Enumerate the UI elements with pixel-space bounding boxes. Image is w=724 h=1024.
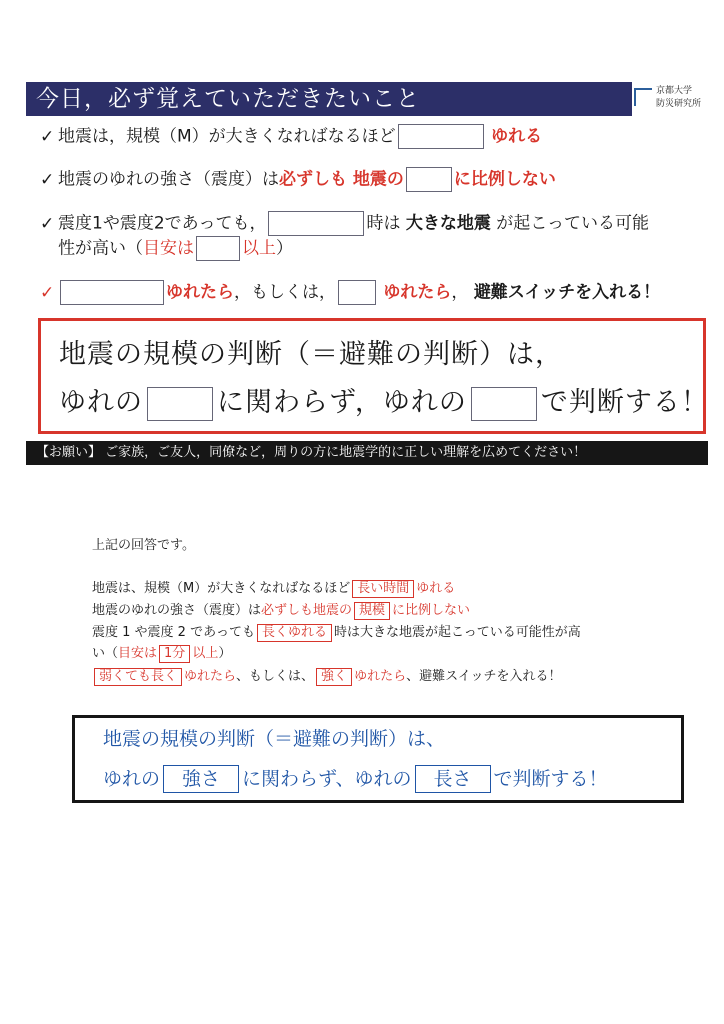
final-line-2c: で判断する！ [493, 768, 608, 790]
answer-1 [92, 579, 455, 598]
question-4 [40, 280, 660, 305]
a3b-text1: い（ [92, 646, 119, 661]
summary-line-2a: ゆれの [59, 387, 143, 418]
check-icon-red: ✓ [40, 282, 55, 303]
q4-bold: 避難スイッチを入れる！ [473, 282, 661, 303]
question-1 [40, 124, 542, 149]
a4-red2: ゆれたら [354, 669, 407, 684]
q3-blank[interactable] [268, 211, 364, 236]
a2-tail: に比例しない [392, 603, 471, 618]
question-3-cont [58, 236, 293, 261]
q3-bold: 大きな地震 [405, 213, 491, 234]
q3-text5: ） [276, 238, 293, 259]
a2-box: 規模 [354, 602, 390, 620]
answer-3-cont [92, 644, 231, 663]
q2-red1: 必ずしも 地震の [279, 169, 404, 190]
a4-box-1: 弱くても長く [94, 668, 182, 686]
a1-text: 地震は、規模（M）が大きくなればなるほど [92, 581, 351, 596]
check-icon: ✓ [40, 213, 55, 234]
summary-line-2 [59, 383, 709, 423]
a4-red1: ゆれたら [184, 669, 237, 684]
a2-red: 必ずしも地震の [261, 603, 353, 618]
check-icon: ✓ [40, 126, 55, 147]
answer-2 [92, 601, 470, 620]
summary-line-2c: で判断する！ [540, 387, 709, 418]
final-line-2 [103, 764, 608, 794]
logo-line1: 京都大学 [656, 86, 693, 96]
q1-blank[interactable] [398, 124, 484, 149]
q3-blank-2[interactable] [196, 236, 240, 261]
a3-text1: 震度 1 や震度 2 であっても [92, 625, 255, 640]
summary-line-2b: に関わらず，ゆれの [217, 387, 467, 418]
final-line-2a: ゆれの [103, 768, 161, 790]
q4-blank-2[interactable] [338, 280, 376, 305]
check-icon: ✓ [40, 169, 55, 190]
q1-tail: ゆれる [491, 126, 543, 147]
final-line-2b: に関わらず、ゆれの [242, 768, 412, 790]
summary-blank-2[interactable] [471, 387, 537, 421]
q2-blank[interactable] [406, 167, 452, 192]
dpri-logo [632, 82, 708, 116]
summary-blank-1[interactable] [147, 387, 213, 421]
q3-red1: 目安は [143, 238, 194, 259]
a2-text: 地震のゆれの強さ（震度）は [92, 603, 262, 618]
a4-text1: 、もしくは、 [236, 669, 315, 684]
final-answer-box [72, 715, 684, 803]
final-box-1: 強さ [163, 765, 239, 793]
a3-text2: 時は大きな地震が起こっている可能性が高 [333, 625, 581, 640]
answers-heading: 上記の回答です。 [92, 538, 195, 553]
a3b-box: 1分 [159, 645, 190, 663]
request-banner: 【お願い】 ご家族，ご友人，同僚など，周りの方に地震学的に正しい理解を広めてください！ [26, 441, 708, 465]
q4-red1: ゆれたら [166, 282, 234, 303]
a3b-text2: ） [218, 646, 232, 661]
a3b-red: 目安は [118, 646, 158, 661]
q3-text4: 性が高い（ [58, 238, 143, 259]
q4-blank-1[interactable] [60, 280, 164, 305]
q2-text: 地震のゆれの強さ（震度）は [58, 169, 279, 190]
summary-line-1: 地震の規模の判断（＝避難の判断）は， [59, 339, 563, 370]
a4-text2: 、避難スイッチを入れる！ [406, 669, 562, 684]
q4-text2: ， [451, 282, 469, 303]
q3-text2: 時は [366, 213, 401, 234]
question-3 [40, 211, 649, 236]
q2-red2: に比例しない [453, 169, 556, 190]
final-box-2: 長さ [415, 765, 491, 793]
q4-text1: ，もしくは， [234, 282, 336, 303]
q3-text3: が起こっている可能 [496, 213, 649, 234]
a4-box-2: 強く [316, 668, 352, 686]
question-2 [40, 167, 556, 192]
q4-red2: ゆれたら [383, 282, 452, 303]
answer-3 [92, 623, 581, 642]
a3-box: 長くゆれる [257, 624, 332, 642]
logo-mark-icon [634, 88, 652, 106]
logo-line2: 防災研究所 [656, 99, 702, 109]
q3-red2: 以上 [242, 238, 276, 259]
a3b-red2: 以上 [192, 646, 219, 661]
a1-box: 長い時間 [352, 580, 414, 598]
logo-text [656, 85, 701, 111]
q1-text: 地震は，規模（M）が大きくなればなるほど [58, 126, 396, 147]
answer-4 [92, 667, 562, 686]
summary-box [38, 318, 709, 434]
q3-text1: 震度1や震度2であっても， [58, 213, 267, 234]
a1-tail: ゆれる [416, 581, 456, 596]
final-line-1: 地震の規模の判断（＝避難の判断）は、 [103, 728, 446, 750]
worksheet-title: 今日，必ず覚えていただきたいこと [26, 82, 632, 116]
